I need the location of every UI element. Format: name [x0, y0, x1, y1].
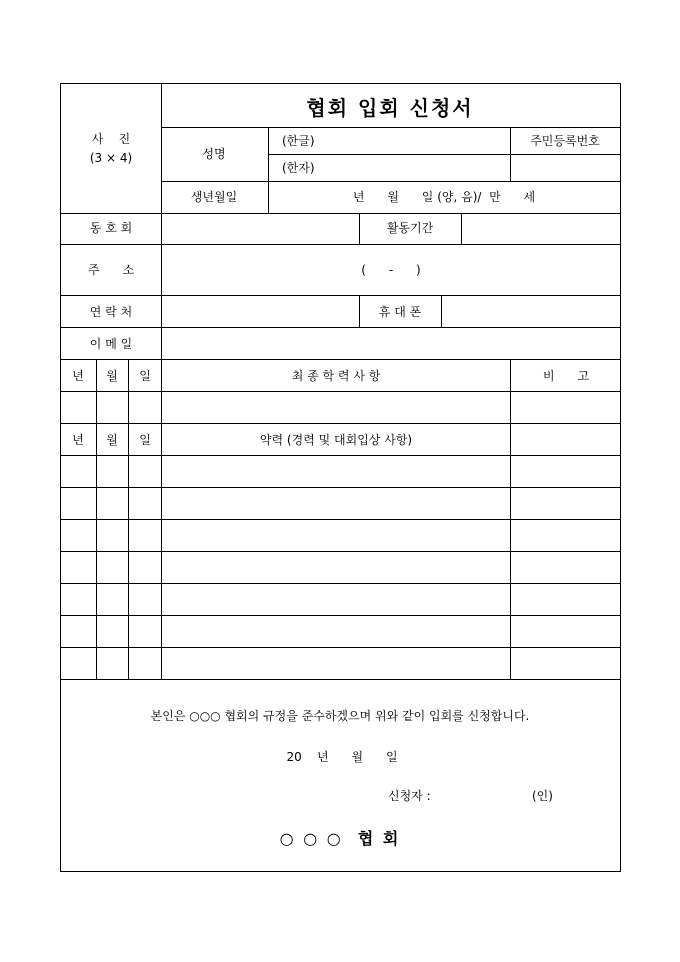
rule-month-day — [128, 359, 129, 679]
name-hanja-label: (한자) — [282, 161, 315, 175]
rule-club-bottom — [60, 244, 621, 245]
career-day-header: 일 — [139, 433, 151, 447]
rule-mobile-left — [359, 295, 360, 327]
phone-field[interactable] — [162, 296, 359, 327]
note-header: 비 고 — [542, 369, 590, 383]
resident-number-label: 주민등록번호 — [530, 134, 600, 148]
birth-label: 생년월일 — [190, 190, 238, 204]
rule-email-bottom — [60, 359, 621, 360]
resident-number-field[interactable] — [511, 155, 620, 181]
rule-career-row-6 — [60, 647, 621, 648]
name-label: 성명 — [202, 147, 226, 161]
rule-name-bottom — [161, 181, 621, 182]
period-label: 활동기간 — [386, 221, 434, 235]
mobile-label: 휴 대 폰 — [378, 305, 422, 319]
rule-career-row-2 — [60, 519, 621, 520]
email-field[interactable] — [162, 328, 620, 359]
education-header: 최 종 학 력 사 항 — [291, 369, 381, 383]
phone-label: 연 락 처 — [89, 305, 133, 319]
mobile-field[interactable] — [442, 296, 620, 327]
address-label: 주 소 — [87, 263, 135, 277]
club-label: 동 호 회 — [89, 221, 133, 235]
application-date: 20 년 월 일 — [286, 750, 398, 764]
rule-career-row-1 — [60, 487, 621, 488]
declaration-text: 본인은 ○○○ 협회의 규정을 준수하겠으며 위와 같이 입회를 신청합니다. — [150, 709, 530, 723]
association-name: ○ ○ ○ 협 회 — [279, 829, 401, 848]
applicant-label: 신청자 : — [388, 789, 431, 803]
rule-label-column — [161, 83, 162, 679]
name-hanja-field[interactable] — [330, 155, 509, 181]
club-field[interactable] — [162, 214, 359, 244]
career-year-header: 년 — [72, 433, 84, 447]
seal-mark: (인) — [532, 789, 553, 803]
name-korean-field[interactable] — [330, 128, 509, 154]
rule-edu-header-bottom — [60, 391, 621, 392]
rule-edu-row-bottom — [60, 423, 621, 424]
period-field[interactable] — [462, 214, 620, 244]
rule-career-row-4 — [60, 583, 621, 584]
birth-value: 년 월 일 (양, 음)/ 만 세 — [352, 190, 536, 204]
name-korean-label: (한글) — [282, 134, 315, 148]
rule-note-left — [510, 359, 511, 679]
edu-day-header: 일 — [139, 369, 151, 383]
rule-career-row-7 — [60, 679, 621, 680]
rule-career-row-3 — [60, 551, 621, 552]
career-header: 약력 (경력 및 대회입상 사항) — [259, 433, 413, 447]
edu-month-header: 월 — [106, 369, 118, 383]
applicant-signature-field[interactable] — [445, 784, 527, 806]
photo-size: (3 × 4) — [89, 151, 133, 165]
photo-slot[interactable] — [61, 84, 161, 213]
career-month-header: 월 — [106, 433, 118, 447]
rule-period-left — [359, 213, 360, 244]
photo-label: 사 진 — [91, 132, 131, 146]
address-zip[interactable]: ( - ) — [361, 263, 421, 277]
form-title: 협회 입회 신청서 — [306, 96, 474, 120]
rule-year-month — [96, 359, 97, 679]
email-label: 이 메 일 — [89, 337, 133, 351]
rule-career-header-bottom — [60, 455, 621, 456]
rule-career-row-5 — [60, 615, 621, 616]
rule-name-value-left — [268, 127, 269, 213]
edu-year-header: 년 — [72, 369, 84, 383]
